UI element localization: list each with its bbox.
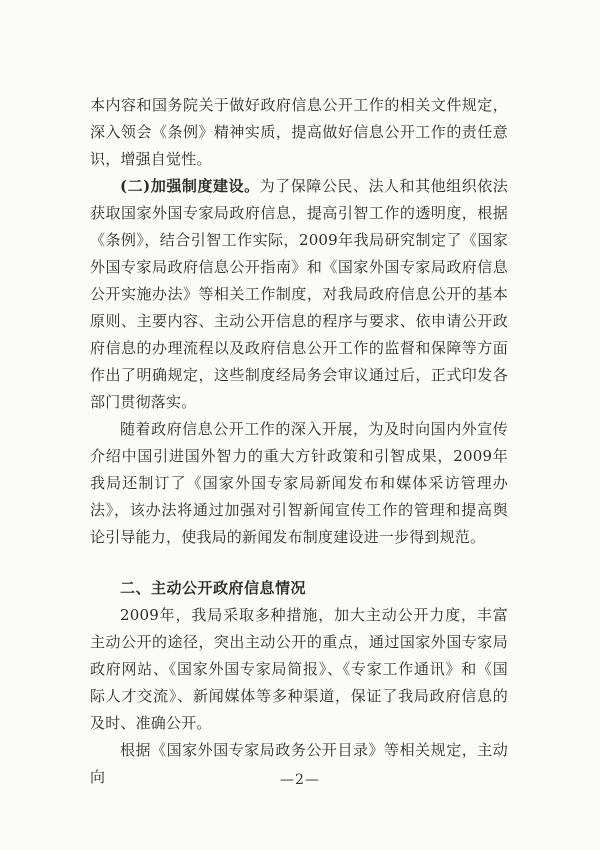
paragraph-continuation: 本内容和国务院关于做好政府信息公开工作的相关文件规定，深入领会《条例》精神实质，提高做好信息公开工作的责任意识，增强自觉性。	[90, 96, 508, 168]
paragraph-body-text: 为了保障公民、法人和其他组织依法获取国家外国专家局政府信息，提高引智工作的透明度，根据《条例》，结合引智工作实际，2009年我局研究制定了《国家外国专家局政府信息公开指南》和《国家外国专家局政府信息公开实施办法》等相关工作制度，对我局政府信息公开的基本原则、主要内容、主动公开信息的程序与要求、依申请公开政府信息的办理流程以及政府信息公开工作的监督和保障等方面作出了明确规定，这些制度经局务会审议通过后，正式印发各部门贯彻落实。	[90, 177, 508, 411]
paragraph-news-release: 随着政府信息公开工作的深入开展，为及时向国内外宣传介绍中国引进国外智力的重大方针政策和引智成果，2009年我局还制订了《国家外国专家局新闻发布和媒体采访管理办法》，该办法将通过加强对引智新闻宣传工作的管理和提高舆论引导能力，使我局的新闻发布制度建设进一步得到规范。	[90, 420, 508, 546]
paragraph-disclosure-catalog: 根据《国家外国专家局政务公开目录》等相关规定，主动向	[90, 741, 508, 786]
paragraph-lead-heading: (二)加强制度建设。	[120, 177, 260, 195]
paragraph-institution-building	[90, 173, 508, 416]
paragraph-proactive-disclosure: 2009年，我局采取多种措施，加大主动公开力度，丰富主动公开的途径，突出主动公开的重点，通过国家外国专家局政府网站、《国家外国专家局简报》、《专家工作通讯》和《国际人才交流》、新闻媒体等多种渠道，保证了我局政府信息的及时、准确公开。	[90, 606, 508, 732]
section-heading: 二、主动公开政府信息情况	[120, 579, 307, 597]
page-number: —2—	[280, 772, 320, 788]
document-body	[90, 92, 508, 791]
